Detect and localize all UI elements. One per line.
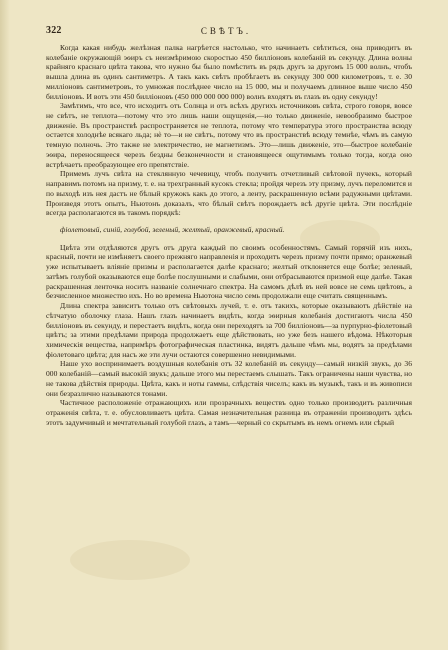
paragraph-hearing: Наше ухо воспринимаетъ воздушныя колебанія отъ 32 колебаній въ секунду—самый низкій звукъ, до 36 000 колебаній—самый высокій звукъ; дальше этого мы перестаемъ слышать. Такъ ограничены наши чувства, но не такова дѣйствія природы. Цвѣта, какъ и ноты гаммы, слѣдствія чиселъ; какъ въ музыкѣ, такъ и въ живописи они безразлично называются тонами. [46,359,412,398]
paragraph-spectrum-length: Длина спектра зависитъ только отъ свѣтовыхъ лучей, т. е. отъ такихъ, которые оказываютъ дѣйствіе на сѣтчатую оболочку глаза. Нашъ глазъ начинаетъ видѣть, когда эѳирныя колебанія достигаютъ числа 450 билліоновъ въ секунду, и перестаетъ видѣть, когда они переходятъ за 700 билліоновъ—за пурпурно-фіолетовый цвѣтъ; за этими предѣлами природа продолжаетъ еще дѣйствовать, но уже безъ нашего вѣдома. Нѣкоторыя химическія вещества, напримѣръ фотографическая пластинка, видятъ дальше чѣмъ мы, водятъ за предѣлами фіолетоваго цвѣта; для насъ же эти лучи остаются совершенно невидимыми. [46,301,412,359]
body-text [46,43,412,427]
paragraph-reflection: Частичное расположеніе отражающихъ или прозрачныхъ веществъ одно только производитъ различныя отраженія свѣта, т. е. обусловливаетъ цвѣта. Самая незначительная разница въ отраженіи производитъ здѣсь этотъ задумчивый и мечтательный голубой глазъ, а тамъ—черный со скрытымъ въ немъ огнемъ или сѣрый [46,398,412,427]
paragraph-prism: Примемъ лучъ свѣта на стеклянную чечевицу, чтобъ получить отчетливый свѣтовой пучекъ, который направимъ потомъ на призму, т. е. на трехгранный кусокъ стекла; пройдя черезъ эту призму, лучъ переломится и по выходѣ изъ нея дастъ не бѣлый кружокъ какъ до этого, а ленту, раскрашенную всѣми радужными цвѣтами. Произведя этотъ опытъ, Ньютонъ доказалъ, что бѣлый свѣтъ порождаетъ всѣ другіе цвѣта. Эти послѣдніе всегда располагаются въ такомъ порядкѣ: [46,169,412,218]
spectrum-color-order: фіолетовый, синій, голубой, зеленый, желтый, оранжевый, красный. [60,225,285,235]
paper-stain [70,540,190,580]
paragraph-wave-length: Когда какая нибудь желѣзная палка нагрѣется настолько, что начинаетъ свѣтиться, она приводитъ въ колебаніе окружающій эѳиръ съ неизмѣримою скоростью 450 билліоновъ колебаній въ секунду. Длина волны крайняго краснаго цвѣта такова, что нужно бы было помѣстить въ рядъ другъ за другомъ 15 000 волнъ, чтобъ вышла длина въ одинъ сантиметръ. А такъ какъ свѣтъ пробѣгаетъ въ секунду 300 000 километровъ, т. е. 30 милліоновъ сантиметровъ, то умножая послѣднее число на 15 000, мы и получаемъ длинное выше число 450 билліоновъ. И вотъ эти 450 билліоновъ (450 000 000 000 000) волнъ входятъ въ глазъ въ одну секунду! [46,43,412,101]
running-title: СВѢТЪ. [200,26,252,36]
page-number: 322 [46,25,62,36]
page-gutter-shadow [0,0,10,650]
paragraph-spectrum-colors: Цвѣта эти отдѣляются другъ отъ друга каждый по своимъ особенностямъ. Самый горячій изъ нихъ, красный, почти не измѣняетъ своего прежняго направленія и проходитъ черезъ призму почти прямо; оранжевый уже испытываетъ вліяніе призмы и располагается далѣе краснаго; желтый отклоняется еще болѣе; зеленый, затѣмъ голубой оказываются еще болѣе послушными и слабыми, они отбрасываются призмой еще далѣе. Такая раскрашенная ленточка носитъ названіе солнечнаго спектра. На самомъ дѣлѣ въ ней вовсе не семь цвѣтовъ, а безчисленное множество ихъ. Но во времена Ньютона число семь продолжали еще считать священнымъ. [46,242,412,301]
page-header [46,25,406,37]
paragraph-motion: Замѣтимъ, что все, что исходитъ отъ Солнца и отъ всѣхъ другихъ источниковъ свѣта, строго говоря, вовсе не свѣтъ, не теплота—потому что это лишь наши ощущенія,—но только движеніе, невообразимо быстрое движеніе. Въ пространствѣ распространяется не теплота, потому что температура этого пространства всюду остается холоднѣе всякаго льда; нѐ то—и не свѣтъ, потому что въ пространствѣ всюду темнѣе, чѣмъ въ самую темную полночь. Это также не электричество, не магнетизмъ. Это—лишь движеніе, это—быстрое колебаніе эѳира, переносящееся черезъ бездны безконечности и становящееся ощутимымъ только тогда, когда оно встрѣчаетъ преобразующее его препятствіе. [46,101,412,169]
